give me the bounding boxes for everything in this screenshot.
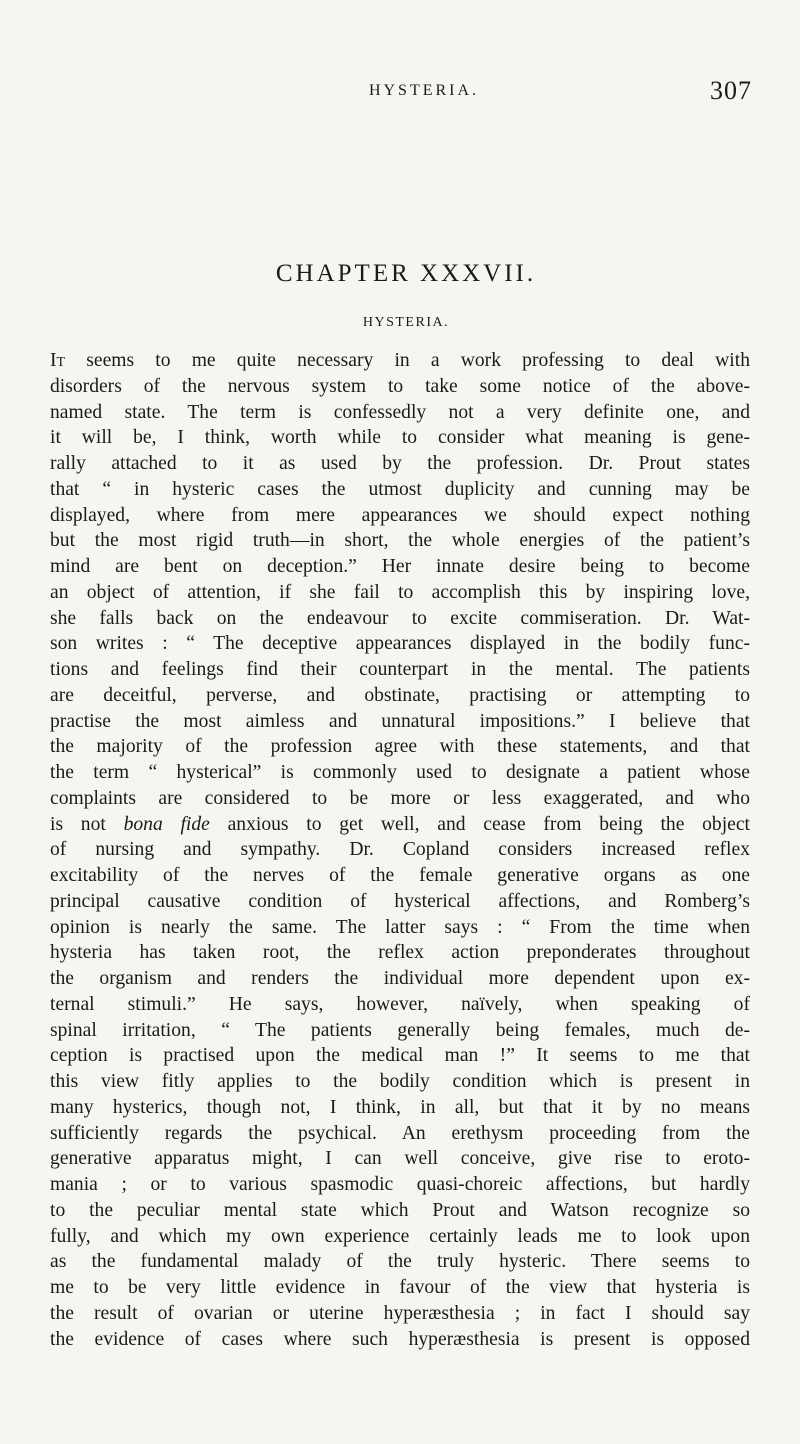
text-line: the result of ovarian or uterine hyperæsthesia ; in fact I should say [50, 1302, 750, 1324]
text-line: named state. The term is confessedly not a very definite one, and [50, 401, 750, 423]
text-line: many hysterics, though not, I think, in all, but that it by no means [50, 1096, 750, 1118]
text-line: practise the most aimless and unnatural impositions.” I believe that [50, 710, 750, 732]
text-line: the majority of the profession agree with these statements, and that [50, 736, 750, 758]
text-line: hysteria has taken root, the reflex action preponderates throughout [50, 942, 750, 964]
text-line: this view fitly applies to the bodily condition which is present in [50, 1071, 750, 1092]
text-line: excitability of the nerves of the female generative organs as one [50, 865, 750, 886]
text-line: complaints are considered to be more or less exaggerated, and who [50, 787, 750, 809]
text-line: ception is practised upon the medical man !” It seems to me that [50, 1045, 750, 1067]
text-line: tions and feelings find their counterpart in the mental. The patients [50, 659, 750, 680]
text-line: disorders of the nervous system to take some notice of the above- [50, 375, 750, 397]
text-line: but the most rigid truth—in short, the whole energies of the patient’s [50, 530, 750, 552]
running-head [60, 76, 752, 112]
chapter-title: HYSTERIA. [362, 315, 450, 330]
text-line: an object of attention, if she fail to accomplish this by inspiring love, [50, 581, 750, 603]
text-line: mind are bent on deception.” Her innate desire being to become [50, 556, 750, 577]
text-line: mania ; or to various spasmodic quasi-choreic affections, but hardly [50, 1174, 750, 1195]
running-title: HYSTERIA. [368, 82, 480, 99]
text-line: the term “ hysterical” is commonly used to designate a patient whose [50, 762, 750, 783]
text-line: is not bona fide anxious to get well, and cease from being the object [50, 813, 750, 835]
chapter-heading: CHAPTER XXXVII. [275, 260, 537, 287]
text-line: ternal stimuli.” He says, however, naïvely, when speaking of [50, 993, 750, 1015]
text-line: that “ in hysteric cases the utmost duplicity and cunning may be [50, 478, 750, 500]
body-text [50, 348, 750, 1352]
drop-word: It [50, 350, 66, 371]
text-line: displayed, where from mere appearances we should expect nothing [50, 504, 750, 526]
text-line: to the peculiar mental state which Prout and Watson recognize so [50, 1199, 750, 1221]
text-line: she falls back on the endeavour to excite commiseration. Dr. Wat- [50, 607, 750, 629]
text-line: it will be, I think, worth while to consider what meaning is gene- [50, 427, 750, 449]
text-line: of nursing and sympathy. Dr. Copland considers increased reflex [50, 839, 750, 861]
text-line: generative apparatus might, I can well conceive, give rise to eroto- [50, 1148, 750, 1170]
text-line: It seems to me quite necessary in a work professing to deal with [50, 350, 750, 371]
text-line: as the fundamental malady of the truly hysteric. There seems to [50, 1251, 750, 1273]
text-line: the evidence of cases where such hyperæsthesia is present is opposed [50, 1328, 750, 1350]
text-line: are deceitful, perverse, and obstinate, practising or attempting to [50, 684, 750, 706]
text-line: me to be very little evidence in favour of the view that hysteria is [50, 1277, 750, 1298]
italic-phrase: bona fide [123, 813, 210, 835]
text-line: opinion is nearly the same. The latter says : “ From the time when [50, 916, 750, 938]
text-line: fully, and which my own experience certainly leads me to look upon [50, 1225, 750, 1247]
text-line: principal causative condition of hysterical affections, and Romberg’s [50, 890, 750, 912]
text-line: the organism and renders the individual more dependent upon ex- [50, 968, 750, 989]
text-line: rally attached to it as used by the profession. Dr. Prout states [50, 453, 750, 474]
text-line: sufficiently regards the psychical. An erethysm proceeding from the [50, 1122, 750, 1144]
page-number: 307 [710, 76, 752, 105]
text-line: son writes : “ The deceptive appearances displayed in the bodily func- [50, 633, 750, 655]
text-line: spinal irritation, “ The patients generally being females, much de- [50, 1019, 750, 1041]
